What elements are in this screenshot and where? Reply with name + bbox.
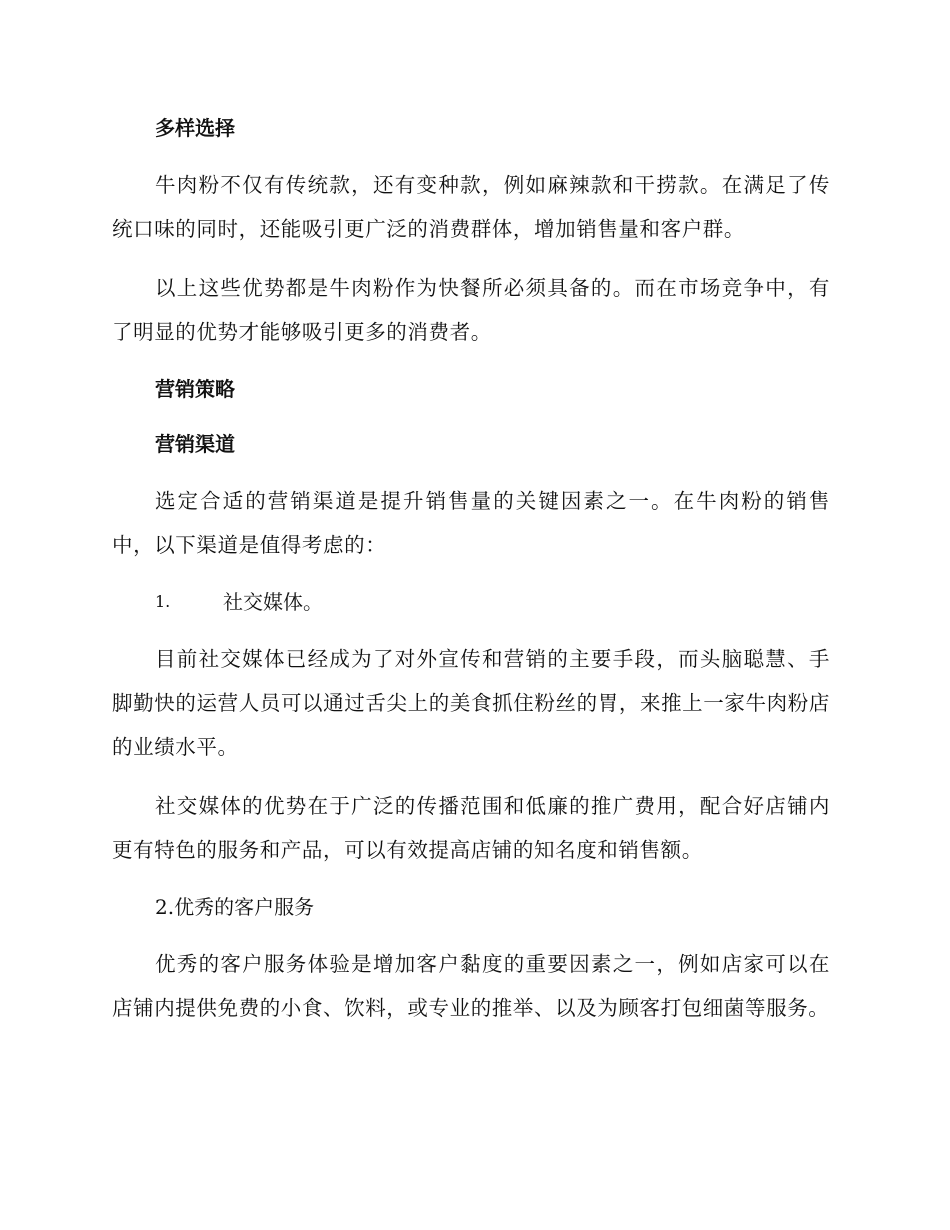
section-heading-variety: 多样选择 [155, 116, 235, 140]
section-heading-marketing-channels: 营销渠道 [155, 432, 235, 456]
paragraph-advantages-summary: 以上这些优势都是牛肉粉作为快餐所必须具备的。而在市场竞争中，有了明显的优势才能够吸引更多的消费者。 [112, 276, 830, 344]
document-body [112, 108, 830, 1045]
paragraph-social-media-role: 目前社交媒体已经成为了对外宣传和营销的主要手段，而头脑聪慧、手脚勤快的运营人员可以通过舌尖上的美食抓住粉丝的胃，来推上一家牛肉粉店的业绩水平。 [112, 647, 830, 759]
section-heading-marketing-strategy: 营销策略 [155, 377, 235, 401]
paragraph-customer-service: 优秀的客户服务体验是增加客户黏度的重要因素之一，例如店家可以在店铺内提供免费的小食、饮料，或专业的推举、以及为顾客打包细菌等服务。 [112, 952, 830, 1020]
paragraph-social-media-advantage: 社交媒体的优势在于广泛的传播范围和低廉的推广费用，配合好店铺内更有特色的服务和产品，可以有效提高店铺的知名度和销售额。 [112, 794, 830, 862]
paragraph-channels-intro: 选定合适的营销渠道是提升销售量的关键因素之一。在牛肉粉的销售中，以下渠道是值得考虑的： [112, 489, 830, 557]
list-item-text: 社交媒体。 [223, 590, 323, 614]
list-item-customer-service: 2.优秀的客户服务 [155, 895, 315, 919]
list-item-social-media [112, 582, 830, 622]
list-number: 1. [155, 592, 171, 611]
paragraph-variety: 牛肉粉不仅有传统款，还有变种款，例如麻辣款和干捞款。在满足了传统口味的同时，还能吸引更广泛的消费群体，增加销售量和客户群。 [112, 173, 830, 241]
